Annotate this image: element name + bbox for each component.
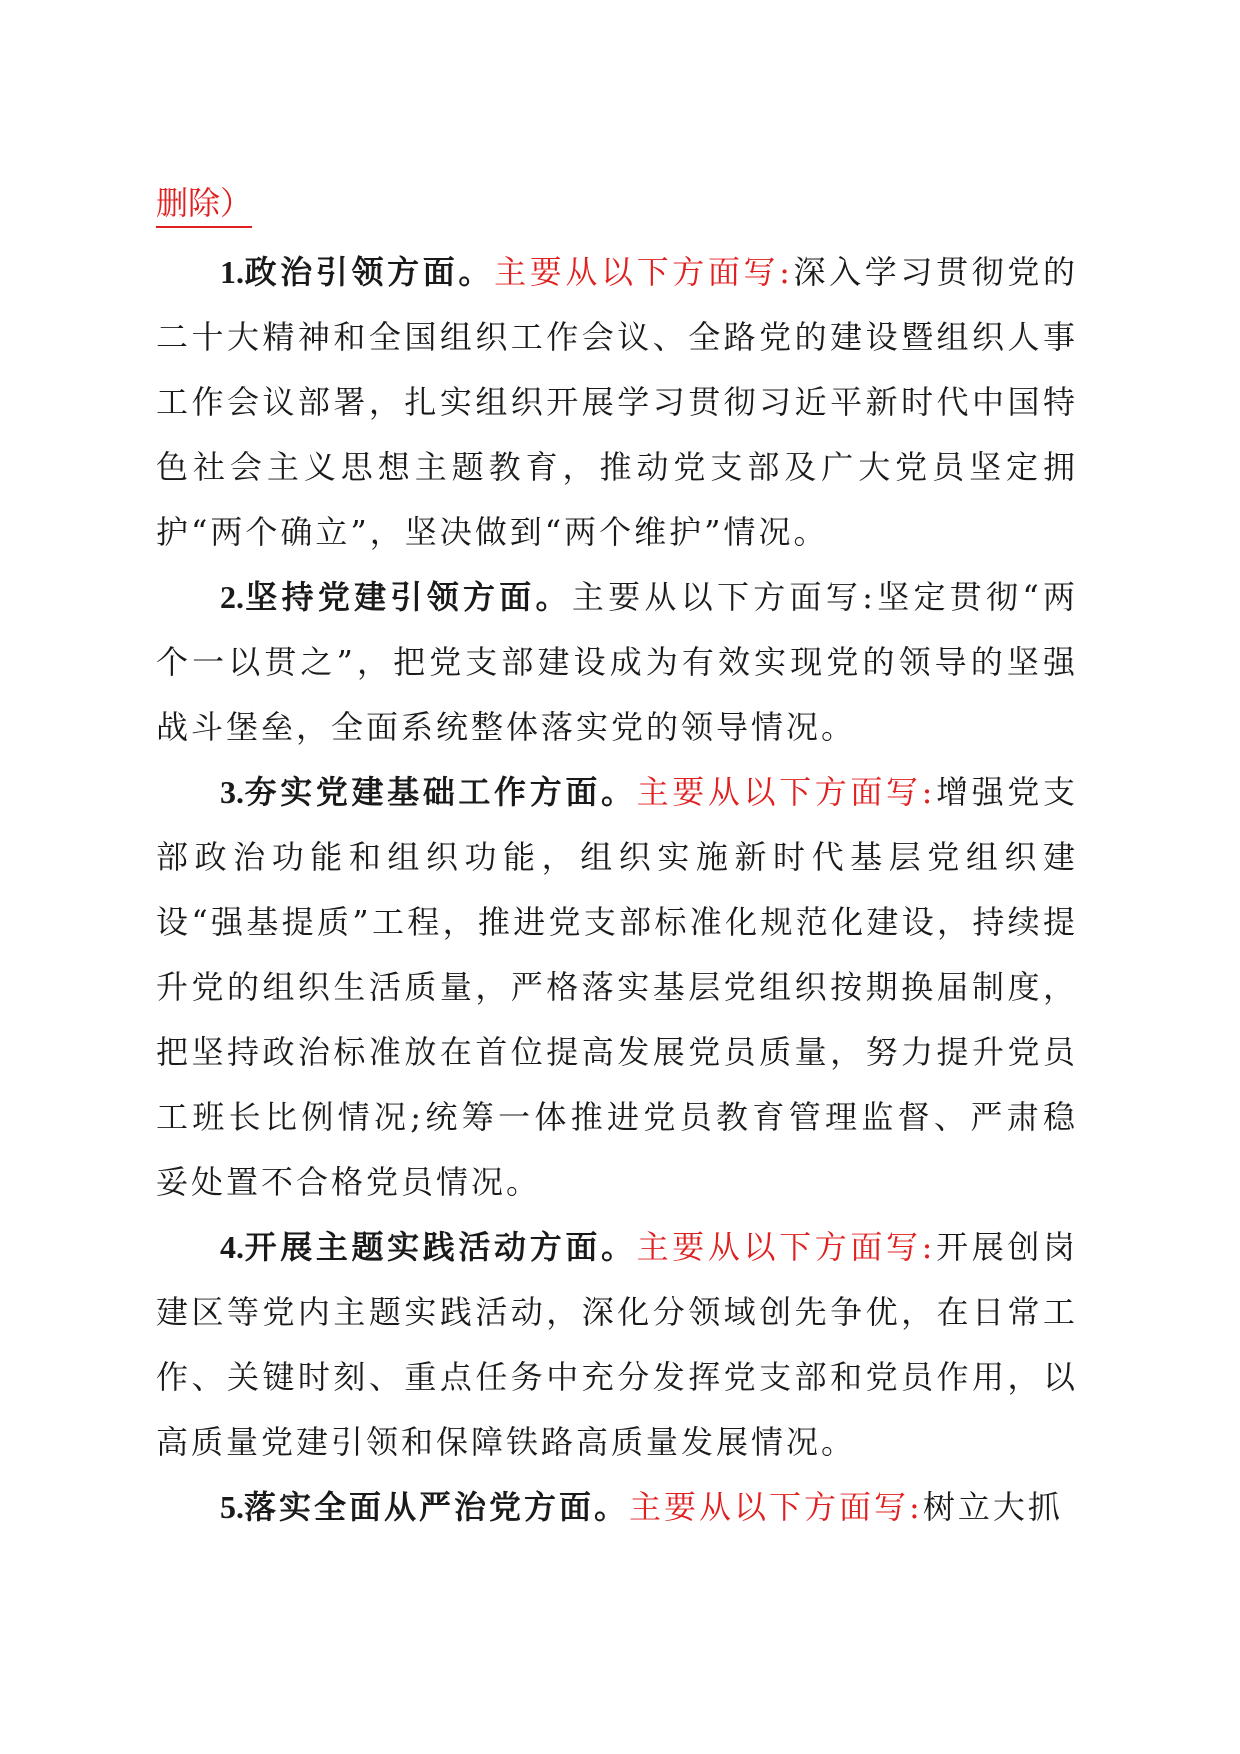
document-page: [156, 180, 1078, 1540]
section-body: 开展创岗建区等党内主题实践活动，深化分领域创先争优，在日常工作、关键时刻、重点任务中充分发挥党支部和党员作用，以高质量党建引领和保障铁路高质量发展情况。: [156, 1228, 1078, 1461]
section-body: 深入学习贯彻党的二十大精神和全国组织工作会议、全路党的建设暨组织人事工作会议部署，扎实组织开展学习贯彻习近平新时代中国特色社会主义思想主题教育，推动党支部及广大党员坚定拥护“两个确立”，坚决做到“两个维护”情况。: [156, 253, 1078, 551]
section-body: 坚定贯彻“两个一以贯之”，把党支部建设成为有效实现党的领导的坚强战斗堡垒，全面系统整体落实党的领导情况。: [156, 578, 1078, 746]
section-heading: 落实全面从严治党方面。: [244, 1488, 630, 1526]
section-1: [156, 240, 1078, 565]
section-body: 树立大抓: [922, 1488, 1063, 1526]
section-heading: 坚持党建引领方面。: [244, 578, 572, 616]
section-number: 4.: [220, 1229, 244, 1265]
section-hint: 主要从以下方面写:: [494, 253, 793, 291]
section-hint: 主要从以下方面写:: [629, 1488, 923, 1526]
section-hint: 主要从以下方面写:: [636, 1228, 936, 1266]
section-2: [156, 565, 1078, 760]
section-number: 2.: [220, 579, 244, 615]
section-hint: 主要从以下方面写:: [571, 578, 876, 616]
section-body: 增强党支部政治功能和组织功能，组织实施新时代基层党组织建设“强基提质”工程，推进党支部标准化规范化建设，持续提升党的组织生活质量，严格落实基层党组织按期换届制度，把坚持政治标准放在首位提高发展党员质量，努力提升党员工班长比例情况;统筹一体推进党员教育管理监督、严肃稳妥处置不合格党员情况。: [156, 773, 1078, 1201]
section-3: [156, 760, 1078, 1215]
section-number: 5.: [220, 1489, 244, 1525]
section-number: 1.: [220, 254, 244, 290]
section-hint: 主要从以下方面写:: [636, 773, 936, 811]
section-heading: 开展主题实践活动方面。: [244, 1228, 637, 1266]
section-number: 3.: [220, 774, 244, 810]
section-heading: 政治引领方面。: [244, 253, 495, 291]
section-4: [156, 1215, 1078, 1475]
intro-fragment: 删除）: [156, 180, 252, 228]
section-heading: 夯实党建基础工作方面。: [244, 773, 637, 811]
section-5: [156, 1475, 1078, 1540]
